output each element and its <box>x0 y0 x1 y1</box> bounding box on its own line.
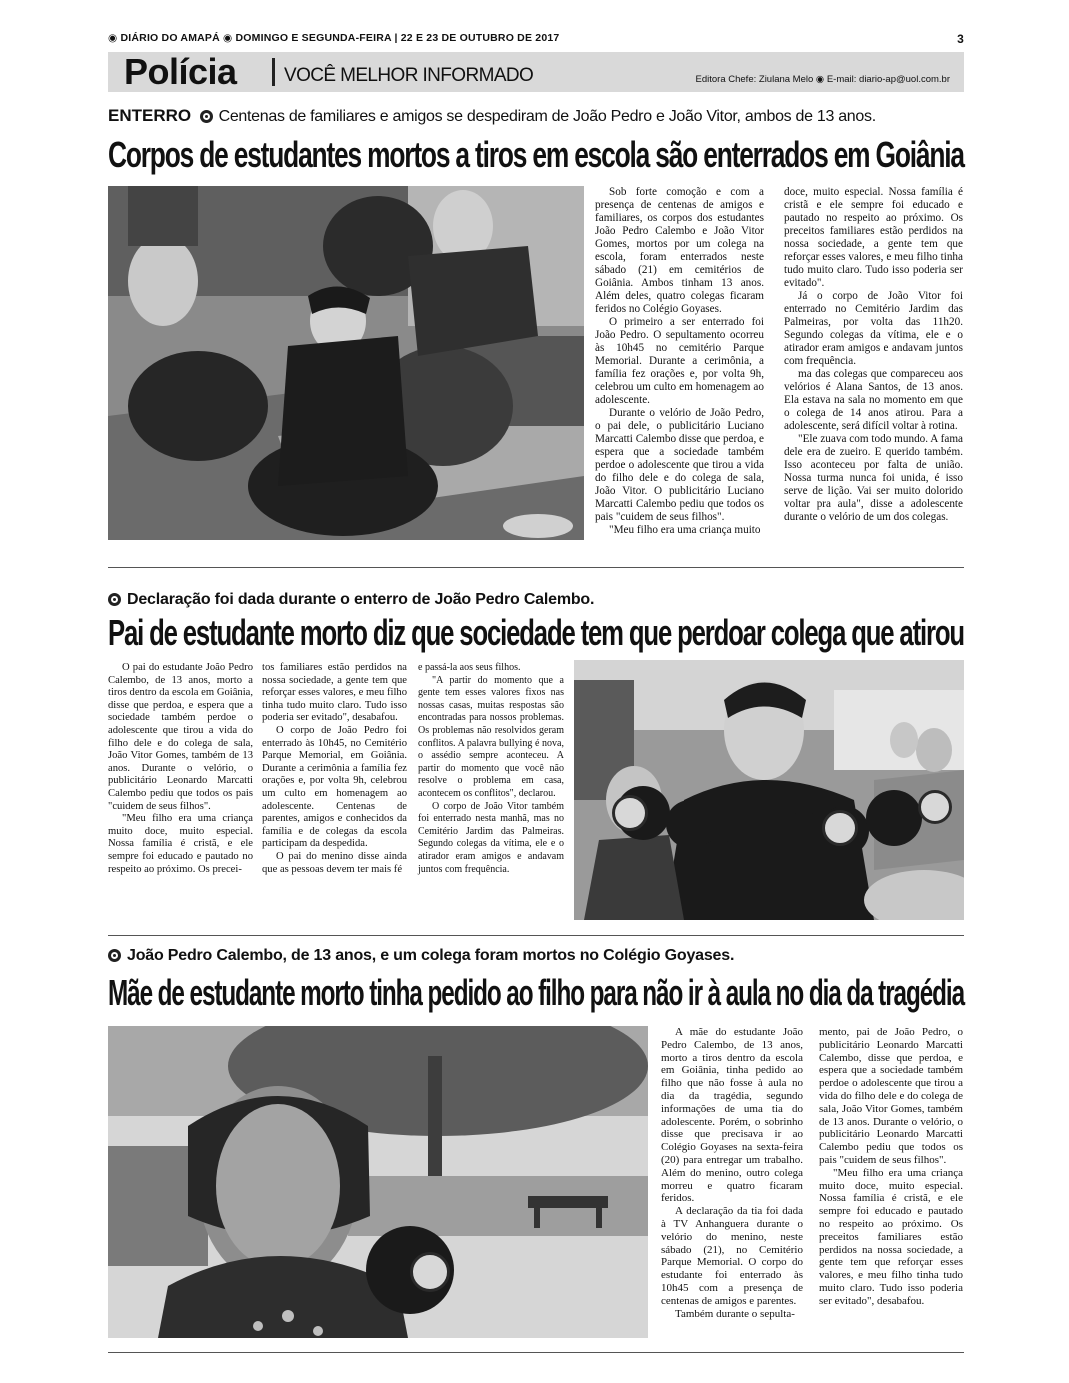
paragraph: "A partir do momento que a gente tem esses valores fixos nas nossas casas, muitas respostas são encontradas para nossos problemas. Os problemas não resolvidos geram conflitos. A palavra bullying é nova, o assédio sempre aconteceu. A partir do momento que você não resolve o problema em casa, acontecem os conflitos", declarou. <box>418 674 564 799</box>
tv-logo-icon <box>612 795 648 831</box>
section-divider <box>272 58 275 86</box>
masthead-line: ◉ DIÁRIO DO AMAPÁ ◉ DOMINGO E SEGUNDA-FEIRA | 22 E 23 DE OUTUBRO DE 2017 <box>108 32 560 44</box>
article3-headline: Mãe de estudante morto tinha pedido ao filho para não ir à aula no dia da tragédia <box>108 972 965 1013</box>
page-number: 3 <box>957 32 964 46</box>
kicker-text: Declaração foi dada durante o enterro de João Pedro Calembo. <box>127 591 595 608</box>
paragraph: "Meu filho era uma criança muito doce, muito especial. Nossa família é cristã, e ele sempre foi educado e pautado no respeito ao próximo. Os preceitos familiares estão perdidos na nossa sociedade, a gente tem que reforçar esses valores, e meu filho tinha tudo muito claro. Tudo isso poderia ser evitado", desabafou. <box>819 1166 963 1307</box>
bullet-icon <box>200 110 213 123</box>
article2-col1 <box>108 662 253 876</box>
paragraph: Também durante o sepulta- <box>675 1307 795 1320</box>
article3-kicker <box>108 946 734 966</box>
paragraph: O corpo de João Pedro foi enterrado às 10h45, no Cemitério Parque Memorial, em Goiânia. Durante a cerimônia a família fez orações e, por volta 9h, celebrou um culto em homenagem ao adolescente. Centenas de parentes, amigos e conhecidos da família e de colegas da escola participam da despedida. <box>262 724 407 850</box>
article1-body <box>595 186 963 546</box>
bullet-icon <box>108 949 121 962</box>
paragraph: doce, muito especial. Nossa família é cristã e ele sempre foi educado e pautado no respeito ao próximo. Os preceitos familiares estão perdidos na nossa sociedade, a gente tem que reforçar esses valores, e meu filho tinha tudo muito claro. Tudo isso poderia ser evitado". <box>784 186 963 289</box>
kicker-text: Centenas de familiares e amigos se despediram de João Pedro e João Vitor, ambos de 13 anos. <box>218 108 876 125</box>
masthead <box>108 32 964 48</box>
paragraph: O primeiro a ser enterrado foi João Pedro. O sepultamento ocorreu às 10h45 no cemitério Parque Memorial. Durante a cerimônia, a família fez orações e, por volta 9h, celebrou um culto em homenagem ao adolescente. <box>595 316 764 406</box>
paragraph: O pai do menino disse ainda que as pessoas devem ter mais fé <box>262 850 407 875</box>
divider <box>108 1352 964 1353</box>
paragraph: Durante o velório de João Pedro, o pai dele, o publicitário Luciano Marcatti Calembo disse que perdoa, e espera que a sociedade também perdoe o adolescente que tirou a vida do filho dele e do colega de sala, João Vitor. O publicitário Luciano Marcatti Calembo pediu que todos os pais "cuidem de seus filhos". <box>595 407 764 523</box>
microphone-icon <box>666 800 714 848</box>
article2-headline: Pai de estudante morto diz que sociedade tem que perdoar colega que atirou <box>108 612 964 653</box>
section-subtitle: VOCÊ MELHOR INFORMADO <box>284 65 534 86</box>
paragraph: A mãe do estudante João Pedro Calembo, de 13 anos, morto a tiros dentro da escola em Goiânia, tinha pedido ao filho que não fosse à aula no dia da tragédia, segundo informações de uma tia do adolescente. Porém, o sobrinho disse que precisava ir ao Colégio Goyases na sexta-feira (20) para entregar um trabalho. Além do menino, outro colega morreu e quatro ficaram feridos. <box>661 1026 803 1205</box>
paragraph: Já o corpo de João Vitor foi enterrado no Cemitério Jardim das Palmeiras, por volta das 11h20. Segundo colegas da vítima, ele e o atirador eram amigos e andavam juntos com frequência. <box>784 290 963 367</box>
editor-line: Editora Chefe: Ziulana Melo ◉ E-mail: diario-ap@uol.com.br <box>695 74 950 85</box>
article3-col2 <box>819 1026 963 1308</box>
father-interview-photo <box>574 660 964 920</box>
tv-logo-icon <box>822 810 858 846</box>
paragraph: O pai do estudante João Pedro Calembo, de 13 anos, morto a tiros dentro da escola em Goiânia, disse que perdoa, e espera que a sociedade também perdoe o adolescente que tirou a vida do filho dele e do colega de sala, João Vitor Gomes, também de 13 anos. Durante o velório, o publicitário Leonardo Marcatti Calembo pediu que todos os pais "cuidem de seus filhos". <box>108 662 253 812</box>
article1-col2 <box>784 186 963 524</box>
article2-body <box>108 662 564 920</box>
paragraph: Sob forte comoção e com a presença de centenas de amigos e familiares, os corpos dos estudantes João Pedro Calembo e João Vitor Gomes, mortos por um colega na escola, foram enterrados neste sábado (21) em cemitérios de Goiânia. Ambos tinham 13 anos. Além deles, quatro colegas ficaram feridos no Colégio Goyases. <box>595 186 764 315</box>
paragraph: mento, pai de João Pedro, o publicitário Leonardo Marcatti Calembo, disse que perdoa, e espera que a sociedade também perdoe o adolescente que tirou a vida do filho dele e do colega de sala, João Vitor Gomes, também de 13 anos. Durante o velório, o publicitário Leonardo Marcatti Calembo pediu que todos os pais "cuidem de seus filhos". <box>819 1026 963 1166</box>
bullet-icon <box>108 593 121 606</box>
article2-kicker <box>108 590 594 610</box>
tv-logo-icon <box>918 790 952 824</box>
paragraph: tos familiares estão perdidos na nossa sociedade, a gente tem que reforçar esses valores, e meu filho tinha tudo muito claro. Tudo isso poderia ser evitado", desabafou. <box>262 662 407 724</box>
article2-col2 <box>262 662 407 876</box>
paragraph: "Meu filho era uma criança muito doce, muito especial. Nossa família é cristã, e ele sempre foi educado e pautado no respeito ao próximo. Os precei- <box>108 813 253 875</box>
article2-col3 <box>418 662 564 876</box>
divider <box>108 567 964 568</box>
article3-body <box>661 1026 963 1342</box>
aunt-interview-photo <box>108 1026 648 1338</box>
article1-headline: Corpos de estudantes mortos a tiros em escola são enterrados em Goiânia <box>108 134 964 175</box>
paragraph: O corpo de João Vitor também foi enterrado nesta manhã, mas no Cemitério Jardim das Palmeiras. Segundo colegas da vítima, ele e o atirador eram amigos e andavam juntos com frequência. <box>418 800 564 875</box>
microphone-icon <box>866 790 922 846</box>
paragraph: e passá-la aos seus filhos. <box>418 662 521 673</box>
article1-col1 <box>595 186 764 537</box>
paragraph: ma das colegas que compareceu aos velórios é Alana Santos, de 13 anos. Ela estava na sala no momento em que o colega de 14 anos atirou. Para a adolescente, será difícil voltar à rotina. <box>784 368 963 432</box>
paragraph: "Meu filho era uma criança muito <box>609 524 761 536</box>
paragraph: A declaração da tia foi dada à TV Anhanguera durante o velório do menino, neste sábado (21), no Cemitério Parque Memorial. O corpo do estudante foi enterrado às 10h45 com a presença de centenas de amigos e parentes. <box>661 1205 803 1307</box>
article3-col1 <box>661 1026 803 1320</box>
article1-kicker <box>108 106 876 127</box>
burial-photo <box>108 186 584 540</box>
divider <box>108 935 964 936</box>
paragraph: "Ele zuava com todo mundo. A fama dele era de zueiro. E querido também. Isso aconteceu por falta de união. Nossa turma nunca foi unida, é isso serve de lição. Vai ser muito dolorido voltar pra aula", disse a adolescente durante o velório de um dos colegas. <box>784 433 963 523</box>
section-title: Polícia <box>124 51 237 92</box>
microphone-icon <box>694 840 744 890</box>
tv-logo-icon <box>410 1252 450 1292</box>
kicker-text: João Pedro Calembo, de 13 anos, e um colega foram mortos no Colégio Goyases. <box>127 947 735 964</box>
section-bar <box>108 52 964 92</box>
kicker-label: ENTERRO <box>108 106 192 125</box>
